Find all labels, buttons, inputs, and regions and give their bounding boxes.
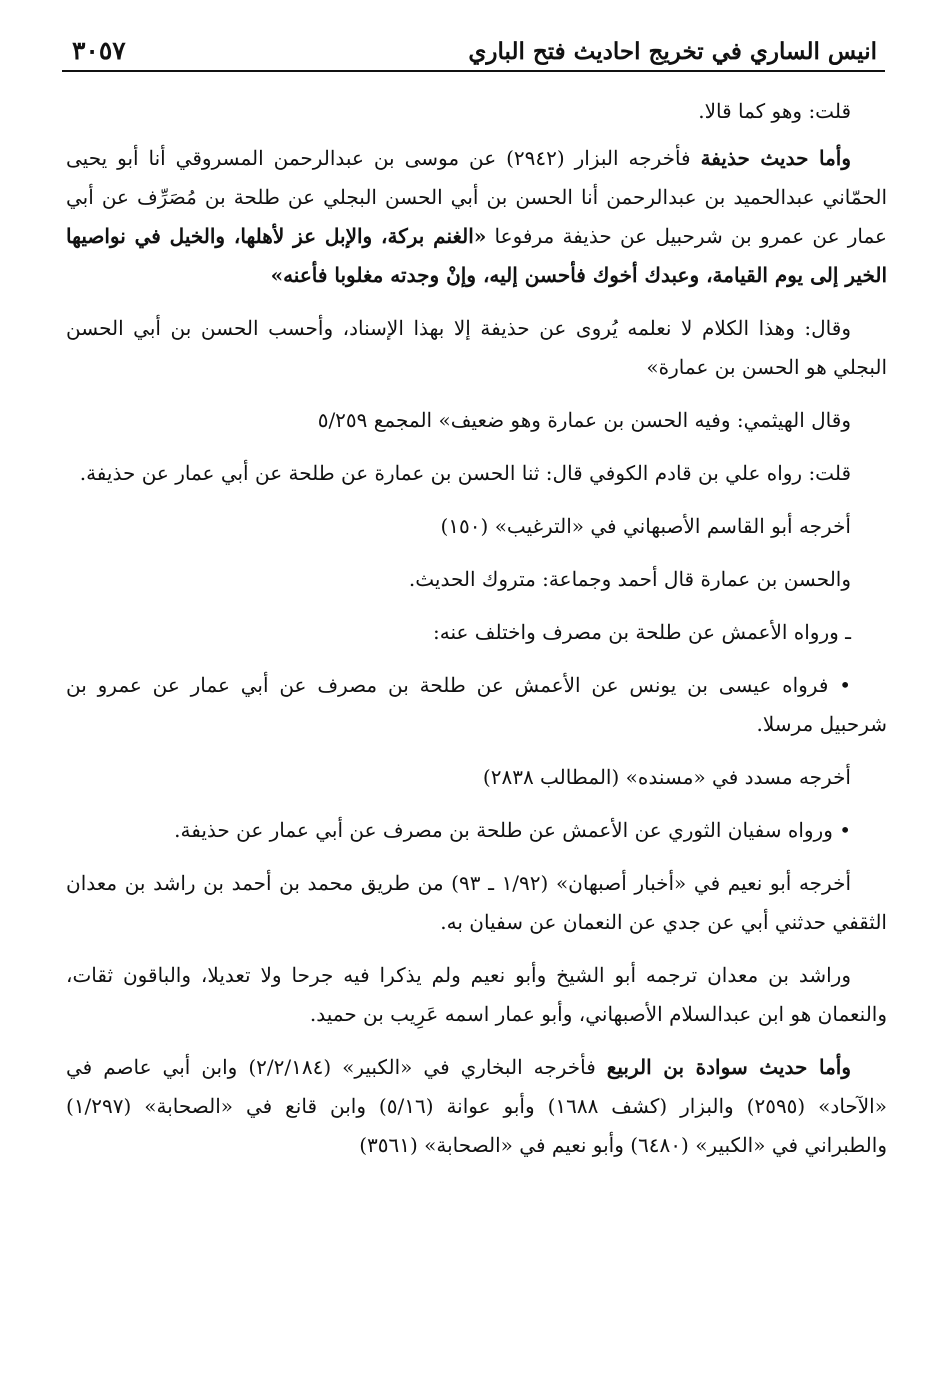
paragraph-text: وراشد بن معدان ترجمه أبو الشيخ وأبو نعيم ولم يذكرا فيه جرحا ولا تعديلا، والباقون ثقات، والنعمان هو ابن عبدالسلام الأصبهاني، وأبو عمار اسمه عَرِيب بن حميد. xyxy=(66,963,887,1026)
paragraph-hadith-hudhayfa xyxy=(66,139,887,295)
paragraph-7 xyxy=(66,560,887,599)
running-header xyxy=(62,34,885,72)
paragraph-hadith-sawada xyxy=(66,1048,887,1165)
paragraph-lead: وأما حديث حذيفة xyxy=(700,146,852,170)
paragraph-1 xyxy=(66,92,887,131)
paragraph-text: • فرواه عيسى بن يونس عن الأعمش عن طلحة بن مصرف عن أبي عمار عن عمرو بن شرحبيل مرسلا. xyxy=(66,673,887,736)
paragraph-4 xyxy=(66,401,887,440)
header-title: انيس الساري في تخريج احاديث فتح الباري xyxy=(468,38,877,65)
page-number: ٣٠٥٧ xyxy=(72,36,126,65)
body-text xyxy=(66,92,887,1179)
paragraph-text: ـ ورواه الأعمش عن طلحة بن مصرف واختلف عنه: xyxy=(433,620,851,644)
hadith-matn: «الغنم بركة، والإبل عز لأهلها، والخيل في نواصيها الخير إلى يوم القيامة، وعبدك أخوك فأحسن إليه، وإنْ وجدته مغلوبا فأعنه» xyxy=(66,224,887,287)
paragraph-13 xyxy=(66,956,887,1034)
paragraph-9 xyxy=(66,666,887,744)
paragraph-text: أخرجه أبو نعيم في «أخبار أصبهان» (١/٩٢ ـ ٩٣) من طريق محمد بن أحمد بن راشد بن معدان الثقفي حدثني أبي عن جدي عن النعمان عن سفيان به. xyxy=(66,871,887,934)
paragraph-text: فأخرجه البزار (٢٩٤٢) عن موسى بن عبدالرحمن المسروقي أنا أبو يحيى الحمّاني عبدالحميد بن عبدالرحمن أنا الحسن بن أبي الحسن البجلي عن طلحة بن مُصَرِّف عن أبي عمار عن عمرو بن شرحبيل عن حذيفة مرفوعا xyxy=(66,146,887,248)
paragraph-8 xyxy=(66,613,887,652)
paragraph-text: أخرجه أبو القاسم الأصبهاني في «الترغيب» (١٥٠) xyxy=(440,514,851,538)
paragraph-6 xyxy=(66,507,887,546)
paragraph-3 xyxy=(66,309,887,387)
paragraph-11 xyxy=(66,811,887,850)
paragraph-text: أخرجه مسدد في «مسنده» (المطالب ٢٨٣٨) xyxy=(482,765,851,789)
paragraph-10 xyxy=(66,758,887,797)
paragraph-text: وقال الهيثمي: وفيه الحسن بن عمارة وهو ضعيف» المجمع ٥/٢٥٩ xyxy=(317,408,851,432)
paragraph-lead: وأما حديث سوادة بن الربيع xyxy=(606,1055,851,1079)
paragraph-text: فأخرجه البخاري في «الكبير» (٢/٢/١٨٤) وابن أبي عاصم في «الآحاد» (٢٥٩٥) والبزار (كشف ١٦٨٨) وأبو عوانة (٥/١٦) وابن قانع في «الصحابة» (١/٢٩٧) والطبراني في «الكبير» (٦٤٨٠) وأبو نعيم في «الصحابة» (٣٥٦١) xyxy=(66,1055,887,1157)
paragraph-text: قلت: رواه علي بن قادم الكوفي قال: ثنا الحسن بن عمارة عن طلحة عن أبي عمار عن حذيفة. xyxy=(79,461,851,485)
paragraph-12 xyxy=(66,864,887,942)
paragraph-text: • ورواه سفيان الثوري عن الأعمش عن طلحة بن مصرف عن أبي عمار عن حذيفة. xyxy=(174,818,851,842)
paragraph-text: وقال: وهذا الكلام لا نعلمه يُروى عن حذيفة إلا بهذا الإسناد، وأحسب الحسن بن أبي الحسن البجلي هو الحسن بن عمارة» xyxy=(66,316,887,379)
paragraph-text: والحسن بن عمارة قال أحمد وجماعة: متروك الحديث. xyxy=(408,567,851,591)
paragraph-text: قلت: وهو كما قالا. xyxy=(698,99,851,123)
paragraph-5 xyxy=(66,454,887,493)
